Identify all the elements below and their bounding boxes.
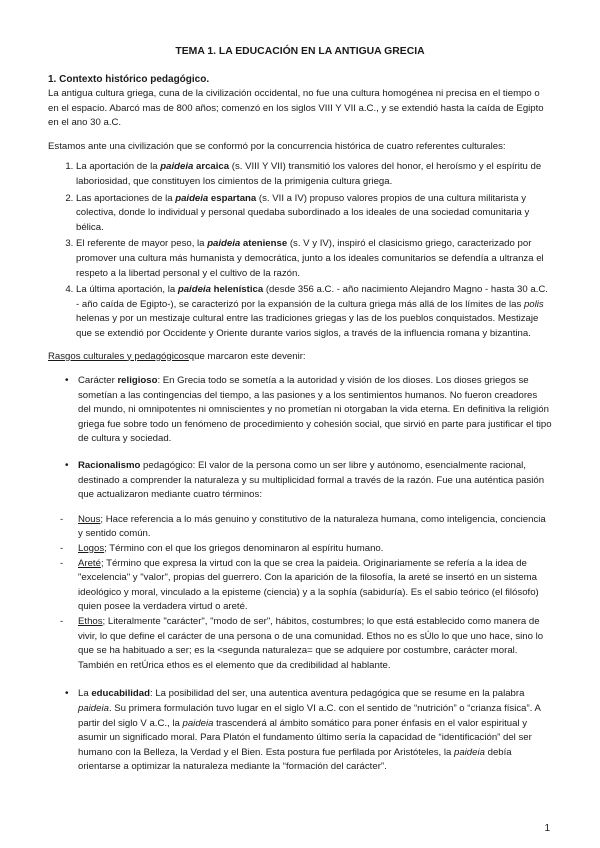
bullet-icon: •: [65, 460, 69, 472]
term-item: - Areté; Término que expresa la virtud con la que se crea la paideia. Originariamente se refería a la idea de "excelencia" y "valor", propias del guerrero. Con la aparición de la filosofía, la areté se insertó en un sistema ideológico y moral, vinculado a la episteme (ciencia) y a la sophía (sabiduría). Es el sabio teórico (el filósofo) quien posee la verdadera virtud o areté.: [60, 557, 539, 613]
page-number: 1: [544, 823, 550, 834]
page-title: TEMA 1. LA EDUCACIÓN EN LA ANTIGUA GRECIA: [175, 46, 425, 57]
lead-paragraph: Estamos ante una civilización que se conformó por la concurrencia histórica de cuatro referentes culturales:: [48, 140, 506, 152]
bullet-icon: •: [65, 375, 69, 387]
list-item: 2. Las aportaciones de la paideia espartana (s. VII a IV) propuso valores propios de una cultura militarista y colectiva, donde lo individual y personal quedaba subordinado a los ideales de una sociedad comunitaria y bélica.: [76, 192, 552, 236]
list-item: • Carácter religioso: En Grecia todo se sometía a la autoridad y visión de los dioses. Los dioses griegos se sometían a las contingencias del tiempo, a las pasiones y a los sentimientos humanos. No fueron creadores del mundo, ni omnipotentes ni omniscientes y no prometían ni otorgaban la vida eterna. En definitiva la religión griega fue sobre todo un fenómeno de procedimiento y cohesión social, que sirvió en parte para justificar el tipo de cultura y sociedad.: [65, 375, 552, 445]
list-item: 3. El referente de mayor peso, la paideia ateniense (s. V y IV), inspiró el clasicismo griego, caracterizado por promover una cultura más humanista y democrática, junto a los ideales comunitarios se defendía a ultranza el respeto a la libertad personal y el cultivo de la razón.: [76, 237, 552, 281]
bullet-icon: •: [65, 688, 69, 700]
term-item: - Ethos; Literalmente "carácter", "modo de ser", hábitos, costumbres; lo que está establecido como manera de vivir, lo que define el carácter de una persona o de una comunidad. Ethos no es sÚlo lo que uno hace, sino lo que se ha habituado a ser; es la <segunda naturaleza= que se adquiere por costumbre, carácter moral. También en retÚrica ethos es el elemento que da credibilidad al hablante.: [60, 616, 544, 671]
term-item: - Nous; Hace referencia a lo más genuino y constitutivo de la naturaleza humana, como inteligencia, conciencia y sentido común.: [60, 513, 546, 540]
list-item: • La educabilidad: La posibilidad del ser, una autentica aventura pedagógica que se resume en la palabra paideia. Su primera formulación tuvo lugar en el siglo VI a.C. con el sentido de “nutrición” o “crianza física”. A partir del siglo V a.C., la paideia trascenderá al ámbito somático para poner énfasis en el valor espiritual y asumir un significado moral. Para Platón el fundamento último sería la capacidad de “identificación” del ser humano con la Belleza, la Verdad y el Bien. Esta postura fue perfilada por Aristóteles, la paideia debía orientarse a optimizar la naturaleza mediante la “formación del carácter”.: [65, 688, 541, 773]
referents-list: [48, 160, 552, 341]
terms-list: [48, 513, 552, 674]
document-page: [48, 46, 552, 787]
term-item: - Logos; Término con el que los griegos denominaron al espíritu humano.: [60, 543, 384, 555]
list-item: 1. La aportación de la paideia arcaica (s. VIII Y VII) transmitió los valores del honor, el heroísmo y el espíritu de laboriosidad, que constituyen los cimientos de la primigenia cultura griega.: [76, 160, 552, 189]
list-item: 4. La última aportación, la paideia helenística (desde 356 a.C. - año nacimiento Alejandro Magno - hasta 30 a.C. - año caída de Egipto-), se caracterizó por la expansión de la cultura griega más allá de los límites de las polis helenas y por un mestizaje cultural entre las tradiciones griegas y las de los pueblos conquistados. Mestizaje que se extendió por Occidente y Oriente durante varios siglos, a través de la influencia romana y bizantina.: [76, 283, 552, 341]
educabilidad-list: [48, 687, 552, 775]
list-item: • Racionalismo pedagógico: El valor de la persona como un ser libre y autónomo, esencialmente racional, destinado a comprender la naturaleza y su multiplicidad formal a través de la razón. Fue una auténtica pasión que actualizaron mediante cuatro términos:: [65, 460, 545, 501]
rasgos-heading: Rasgos culturales y pedagógicosque marcaron este devenir:: [48, 350, 306, 362]
section-heading: 1. Contexto histórico pedagógico.: [48, 74, 210, 85]
intro-paragraph: La antigua cultura griega, cuna de la civilización occidental, no fue una cultura homogénea ni precisa en el tiempo o en el espacio. Abarcó mas de 800 años; comenzó en los siglos VIII Y VII a.C., y se extendió hasta la caída de Egipto en el ano 30 a.C.: [48, 88, 544, 129]
rasgos-list: [48, 374, 552, 503]
